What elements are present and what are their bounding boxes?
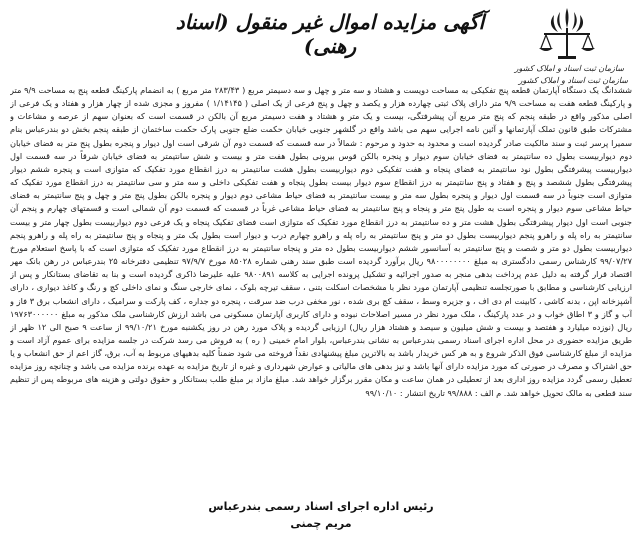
notice-header	[0, 0, 642, 85]
signature-office: رئیس اداره اجرای اسناد رسمی بندرعباس	[208, 500, 434, 513]
iran-emblem-scales-icon	[536, 6, 598, 62]
organization-name: سازمان ثبت اسناد و املاک کشور	[514, 64, 624, 73]
organization-name-secondary: سازمان ثبت اسناد و املاک کشور	[518, 76, 628, 85]
signature-name: مریم چمنی	[290, 517, 352, 530]
organization-logo	[514, 6, 628, 85]
notice-title: آگهی مزایده اموال غیر منقول (اسناد رهنی)	[175, 10, 485, 58]
notice-body: ششدانگ یک دستگاه آپارتمان قطعه پنج تفکیکی به مساحت دویست و هشتاد و سه متر و چهل و سه دسیمتر مربع ( ۲۸۳/۴۳ متر مربع ) به انضمام پارکینگ قطعه پنج به مساحت ۹/۹ متر و پارکینگ قطعه هفت به مساحت ۹/۹ متر دارای پلاک ثبتی چهارده هزار و یکصد و چهل و پنج فرعی از یک اصلی ( ۱/۱۴۱۴۵ ) مفروز و مجزی شده از چهار هزار و هفتاد و یک فرعی از اصلی مذکور واقع در طبقه پنجم که پنج متر مربع آن پیشرفتگی، بیست و یک متر و هشتاد و هفت دسیمتر مربع آن بالکن در قسمت است که بعنوان سهم از عرصه و مشاعات و مشترکات طبق قانون تملک آپارتمانها و آئین نامه اجرایی سهم می باشد واقع در گلشهر جنوبی خیابان حکمت ضلع جنوبی پارک حکمت ساختمان از طبقه پنجم بخش دو بندرعباس بنام سمیرا پرسر ثبت و سند مالکیت صادر گردیده است و محدود به حدود و مرحوم : شمالاً در سه قسمت که قسمت دوم آن شرقی است اول دیوار و پنجره بطول پنج متر به فضای خیابان دوم دیواربیست بطول ده سانتیمتر به فضای خیابان سوم دیوار و پنجره بالکن قوس بیرونی بطول هفت متر و بیست و شش سانتیمتر به فضای خیابان شرقاً در سه قسمت اول دیواربیست پیشرفتگی بطول نود سانتیمتر به فضای پنجاه و هفت تفکیکی دوم دیواربیست بطول هشت سانتیمتر به درز انقطاع مورد تفکیک که متوازی است و پنجره ششم دیوار پیشرفتگی بطول ششصد و پنج و هفتاد و پنج سانتیمتر به درز انقطاع سوم دیوار بیست بطول پنجاه و هفت تفکیکی داخلی و سه متر و سی سانتیمتر به درز انقطاع مورد تفکیک که متوازی است جنوباً در سه قسمت اول دیوار و پنجره بطول سه متر و بیست سانتیمتر به فضای حیاط مشاعی دوم دیوار و پنجره بالکن بطول پنج متر و چهل و پنج سانتیمتر به فضای حیاط مشاعی سوم دیوار و پنجره است به طول پنج متر و پنجاه و پنج سانتیمتر به فضای حیاط مشاعی غرباً در قسمت که قسمت دوم آن شمالی است و قسمتهای چهارم و پنجم آن جنوبی است اول دیوار پیشرفتگی بطول هشت متر و ده سانتیمتر به درز انقطاع مورد تفکیک که متوازی است فضای تفکیک پنجاه و یک فرعی دوم دیواربیست بطول چهار متر و بیست سانتیمتر به راه پله و راهرو پنجم دیواربیست بطول دو متر و پنج سانتیمتر به راه پله و راهرو چهارم درب و دیوار است بطول یک متر و پنجاه و پنج سانتیمتر به راه پله و راهرو پنجم دیواربیست بطول دو متر و شصت و پنج سانتیمتر به آسانسور ششم دیواربیست بطول ده متر و پنجاه سانتیمتر به درز انقطاع مورد تفکیک که متوازی است که با پاسخ استعلام مورخ ۹۹/۰۷/۲۷ کارشناس رسمی دادگستری به مبلغ ۹۸۰۰۰۰۰۰۰۰ ریال برآورد گردیده است طبق سند رهنی شماره ۸۵۰۲۸ مورخ ۹۷/۹/۷ تنظیمی دفترخانه ۲۵ بندرعباس در رهن بانک مهر اقتصاد قرار گرفته به دلیل عدم پرداخت بدهی منجر به صدور اجرائیه و تشکیل پرونده اجرایی به کلاسه ۹۸۰۰۸۹۱ علیه علیرضا ذاکری گردیده است و بنا به تقاضای بستانکار و پس از ارزیابی کارشناسی و مطابق با صورتجلسه تنظیمی آپارتمان مورد نظر با مشخصات اسکلت بتنی ، سقف تیرچه بلوک ، نمای خارجی سنگ و نمای داخلی کچ و رنگ و کاغذ دیواری ، دارای آشپزخانه اپن ، بدنه کاشی ، کابینت ام دی اف ، و جزیره وسط ، سقف کچ بری شده ، نور مخفی درب ضد سرقت ، پنجره دو جداره ، کف پارکت و سرامیک ، دارای انشعاب برق ۳ فاز و آب و گاز و ۳ اطاق خواب و در عدد پارکینگ ، ملک مورد نظر در مسیر اصلاحات نبوده و دارای کاربری آپارتمان مسکونی می باشد ارزش کارشناسی ملک مذکور به مبلغ ۱۹۷۶۳۰۰۰۰۰۰ ریال (نوزده میلیارد و هفتصد و بیست و شش میلیون و سیصد و هشتاد هزار ریال) ارزیابی گردیده و پلاک مورد رهن در روز یکشنبه مورخ ۹۹/۱۰/۲۱ از ساعت ۹ صبح الی ۱۲ ظهر از طریق مزایده حضوری در محل اداره اجرای اسناد رسمی بندرعباس به نشانی بندرعباس، بلوار امام خمینی ( ره ) به فروش می رسد شرکت در جلسه مزایده برای عموم آزاد است و مزایده از مبلغ کارشناسی فوق الذکر شروع و به هر کس خریدار باشد به بالاترین مبلغ پیشنهادی نقداً فروخته می شود ضمناً کلیه بدهیهای مربوط به آب، برق، گاز اعم از حق انشعاب و یا حق اشتراک و مصرف در صورتی که مورد مزایده دارای آنها باشد و نیز بدهی های مالیاتی و عوارض شهرداری و غیره از تاریخ مزایده به عهده برنده مزایده می باشد و چنانچه روز مزایده تعطیل رسمی گردد مزایده روز اداری بعد از تعطیلی در همان ساعت و مکان مقرر برگزار خواهد شد. مبلغ مازاد بر مبلغ طلب بستانکار و حقوق دولتی و هزینه های مربوطه پس از تنظیم سند قطعی به مالک تحویل خواهد شد. م الف : ۹۹/۸۸۸ تاریخ انتشار : ۹۹/۱۰/۱۰	[10, 85, 632, 398]
